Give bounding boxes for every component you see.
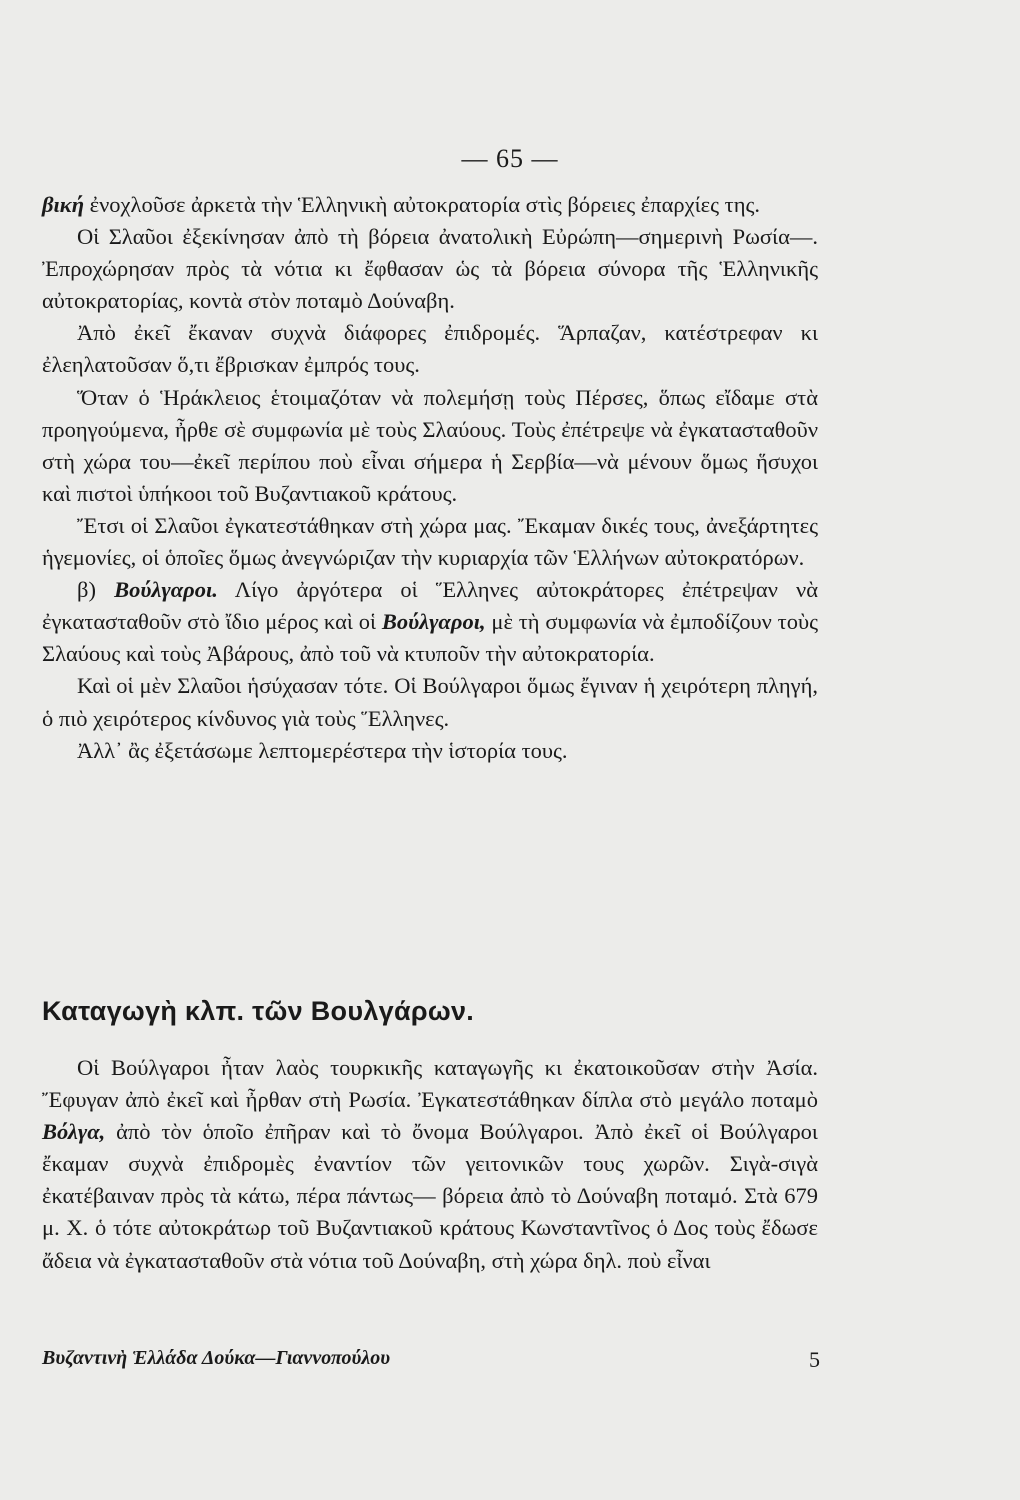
paragraph-text: Οἱ Βούλγαροι ἦταν λαὸς τουρκικῆς καταγωγῆς κι ἐκατοικοῦσαν στὴν Ἀσία. Ἔφυγαν ἀπὸ ἐκεῖ καὶ ἦρθαν στὴ Ρωσία. Ἐγκατεστάθηκαν δίπλα στὸ μεγάλο ποταμὸ [42,1055,818,1113]
bold-word: βική [42,192,85,217]
page-number: — 65 — [461,144,559,173]
paragraph-text: ἐνοχλοῦσε ἀρκετὰ τὴν Ἑλληνικὴ αὐτοκρατορία στὶς βόρειες ἐπαρχίες της. [84,192,760,217]
bold-term-volga: Βόλγα, [42,1119,106,1145]
paragraph-text: Λίγο ἀργότερα οἱ Ἕλληνες αὐτοκράτορες ἐπέτρεψαν νὰ ἐγκατασταθοῦν στὸ ἴδιο μέρος καὶ οἱ [42,577,818,635]
body-text-bottom [42,1052,818,1277]
bold-term-bulgarians: Βούλγαροι. [114,577,218,603]
section-heading: Καταγωγὴ κλπ. τῶν Βουλγάρων. [42,996,475,1026]
paragraph-settlement: Ἔτσι οἱ Σλαῦοι ἐγκατεστάθηκαν στὴ χώρα μας. Ἔκαμαν δικές τους, ἀνεξάρτητες ἡγεμονίες, οἱ ὁποῖες ὅμως ἀνεγνώριζαν τὴν κυριαρχία τῶν Ἑλλήνων αὐτοκρατόρων. [42,512,818,571]
item-label: β) [77,577,115,603]
paragraph-continuation [42,189,818,221]
page-footer [42,1347,820,1370]
paragraph-worst-danger: Καὶ οἱ μὲν Σλαῦοι ἡσύχασαν τότε. Οἱ Βούλγαροι ὅμως ἔγιναν ἡ χειρότερη πληγή, ὁ πιὸ χειρότερος κίνδυνος γιὰ τοὺς Ἕλληνες. [42,673,818,731]
body-text-top [42,189,818,767]
paragraph-text: μὲ τὴ συμφωνία νὰ ἐμποδίζουν τοὺς Σλαύους καὶ τοὺς Ἀβάρους, ἀπὸ τοῦ νὰ κτυποῦν τὴν αὐτοκρατορία. [42,609,818,667]
signature-mark: 5 [809,1347,820,1372]
bold-term-bulgarians-2: Βούλγαροι, [381,609,486,635]
paragraph-text: ἀπὸ τὸν ὁποῖο ἐπῆραν καὶ τὸ ὄνομα Βούλγαροι. Ἀπὸ ἐκεῖ οἱ Βούλγαροι ἔκαμαν συχνὰ ἐπιδρομὲς ἐναντίον τῶν γειτονικῶν τους χωρῶν. Σιγὰ-σιγὰ ἐκατέβαιναν πρὸς τὰ κάτω, πέρα πάντως— βόρεια ἀπὸ τὸ Δούναβη ποταμό. Στὰ 679 μ. Χ. ὁ τότε αὐτοκράτωρ τοῦ Βυζαντιακοῦ κράτους Κωνσταντῖνος ὁ Δος τοὺς ἔδωσε ἄδεια νὰ ἐγκατασταθοῦν στὰ νότια τοῦ Δούναβη, στὴ χώρα δηλ. ποὺ εἶναι [42,1119,818,1273]
paragraph-raids: Ἀπὸ ἐκεῖ ἔκαναν συχνὰ διάφορες ἐπιδρομές. Ἅρπαζαν, κατέστρεφαν κι ἐλεηλατοῦσαν ὅ,τι ἔβρισκαν ἐμπρός τους. [42,320,818,378]
paragraph-bulgarians [42,574,818,670]
paragraph-transition: Ἀλλ᾽ ἂς ἐξετάσωμε λεπτομερέστερα τὴν ἱστορία τους. [77,737,568,763]
paragraph-bulgarian-origin [42,1052,818,1277]
paragraph-heraclius: Ὅταν ὁ Ἡράκλειος ἑτοιμαζόταν νὰ πολεμήσῃ τοὺς Πέρσες, ὅπως εἴδαμε στὰ προηγούμενα, ἦρθε σὲ συμφωνία μὲ τοὺς Σλαύους. Τοὺς ἐπέτρεψε νὰ ἐγκατασταθοῦν στὴ χώρα του—ἐκεῖ περίπου ποὺ εἶναι σήμερα ἡ Σερβία—νὰ μένουν ὅμως ἥσυχοι καὶ πιστοὶ ὑπήκοοι τοῦ Βυζαντιακοῦ κράτους. [42,384,818,506]
paragraph-slavs-origin: Οἱ Σλαῦοι ἐξεκίνησαν ἀπὸ τὴ βόρεια ἀνατολικὴ Εὐρώπη—σημερινὴ Ρωσία—. Ἐπροχώρησαν πρὸς τὰ νότια κι ἔφθασαν ὡς τὰ βόρεια σύνορα τῆς Ἑλληνικῆς αὐτοκρατορίας, κοντὰ στὸν ποταμὸ Δούναβη. [42,224,818,314]
footer-title: Βυζαντινὴ Ἑλλάδα Δούκα—Γιαννοπούλου [42,1347,391,1369]
